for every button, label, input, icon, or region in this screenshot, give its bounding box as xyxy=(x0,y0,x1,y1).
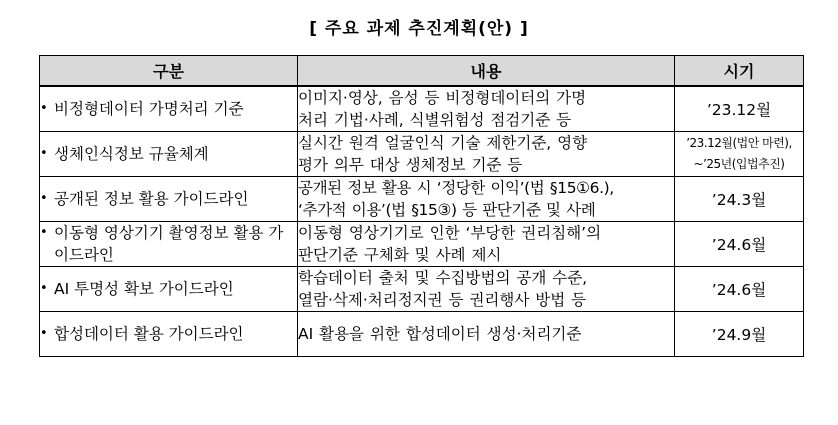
timing-cell xyxy=(675,222,804,267)
timing-cell xyxy=(675,132,804,177)
timing-value: ’24.6월 xyxy=(711,281,767,299)
category-label: 생체인식정보 규율체계 xyxy=(54,145,209,163)
content-line: ‘추가적 이용’(법 §15③) 등 판단기준 및 사례 xyxy=(298,201,596,219)
timing-value: ’24.3월 xyxy=(711,191,767,209)
category-cell xyxy=(40,177,298,222)
category-cell xyxy=(40,267,298,312)
content-cell xyxy=(298,132,675,177)
table-row xyxy=(40,86,804,132)
bullet: • xyxy=(40,225,48,240)
table-row xyxy=(40,267,804,312)
content-cell xyxy=(298,312,675,357)
table-row xyxy=(40,312,804,357)
category-label: 합성데이터 활용 가이드라인 xyxy=(54,325,244,343)
content-line: 실시간 원격 얼굴인식 기술 제한기준, 영향 xyxy=(298,134,588,152)
content-line: AI 활용을 위한 합성데이터 생성·처리기준 xyxy=(298,325,582,343)
header-category: 구분 xyxy=(40,56,298,87)
plan-table xyxy=(39,55,804,357)
content-line: 열람·삭제·처리정지권 등 권리행사 방법 등 xyxy=(298,291,587,309)
table-row xyxy=(40,222,804,267)
content-cell xyxy=(298,222,675,267)
timing-value: ’23.12월(법안 마련), xyxy=(686,136,792,150)
timing-value: ~’25년(입법추진) xyxy=(693,157,785,171)
content-cell xyxy=(298,267,675,312)
category-label: 공개된 정보 활용 가이드라인 xyxy=(54,190,249,208)
timing-value: ’24.9월 xyxy=(711,326,767,344)
category-cell xyxy=(40,312,298,357)
content-cell xyxy=(298,86,675,132)
timing-cell xyxy=(675,312,804,357)
header-content: 내용 xyxy=(298,56,675,87)
bullet: • xyxy=(40,101,48,116)
content-line: 이미지·영상, 음성 등 비정형데이터의 가명 xyxy=(298,89,587,107)
timing-value: ’24.6월 xyxy=(711,236,767,254)
content-line: 판단기준 구체화 및 사례 제시 xyxy=(298,246,502,264)
table-row xyxy=(40,132,804,177)
content-line: 학습데이터 출처 및 수집방법의 공개 수준, xyxy=(298,269,588,287)
timing-cell xyxy=(675,177,804,222)
timing-cell xyxy=(675,267,804,312)
table-row xyxy=(40,177,804,222)
content-line: 처리 기법·사례, 식별위험성 점검기준 등 xyxy=(298,111,572,129)
bullet: • xyxy=(40,281,48,296)
bullet: • xyxy=(40,191,48,206)
content-line: 이동형 영상기기로 인한 ‘부당한 권리침해’의 xyxy=(298,224,602,242)
category-cell xyxy=(40,86,298,132)
header-row xyxy=(40,56,804,87)
category-label: 이동형 영상기기 촬영정보 활용 가이드라인 xyxy=(54,224,284,264)
header-timing: 시기 xyxy=(675,56,804,87)
category-cell xyxy=(40,132,298,177)
timing-cell xyxy=(675,86,804,132)
page-title: [ 주요 과제 추진계획(안) ] xyxy=(309,19,529,39)
content-line: 평가 의무 대상 생체정보 기준 등 xyxy=(298,156,523,174)
bullet: • xyxy=(40,146,48,161)
timing-value: ’23.12월 xyxy=(706,101,772,119)
bullet: • xyxy=(40,326,48,341)
category-cell xyxy=(40,222,298,267)
category-label: 비정형데이터 가명처리 기준 xyxy=(54,100,244,118)
content-cell xyxy=(298,177,675,222)
category-label: AI 투명성 확보 가이드라인 xyxy=(54,280,234,298)
content-line: 공개된 정보 활용 시 ‘정당한 이익’(법 §15①6.), xyxy=(298,179,614,197)
